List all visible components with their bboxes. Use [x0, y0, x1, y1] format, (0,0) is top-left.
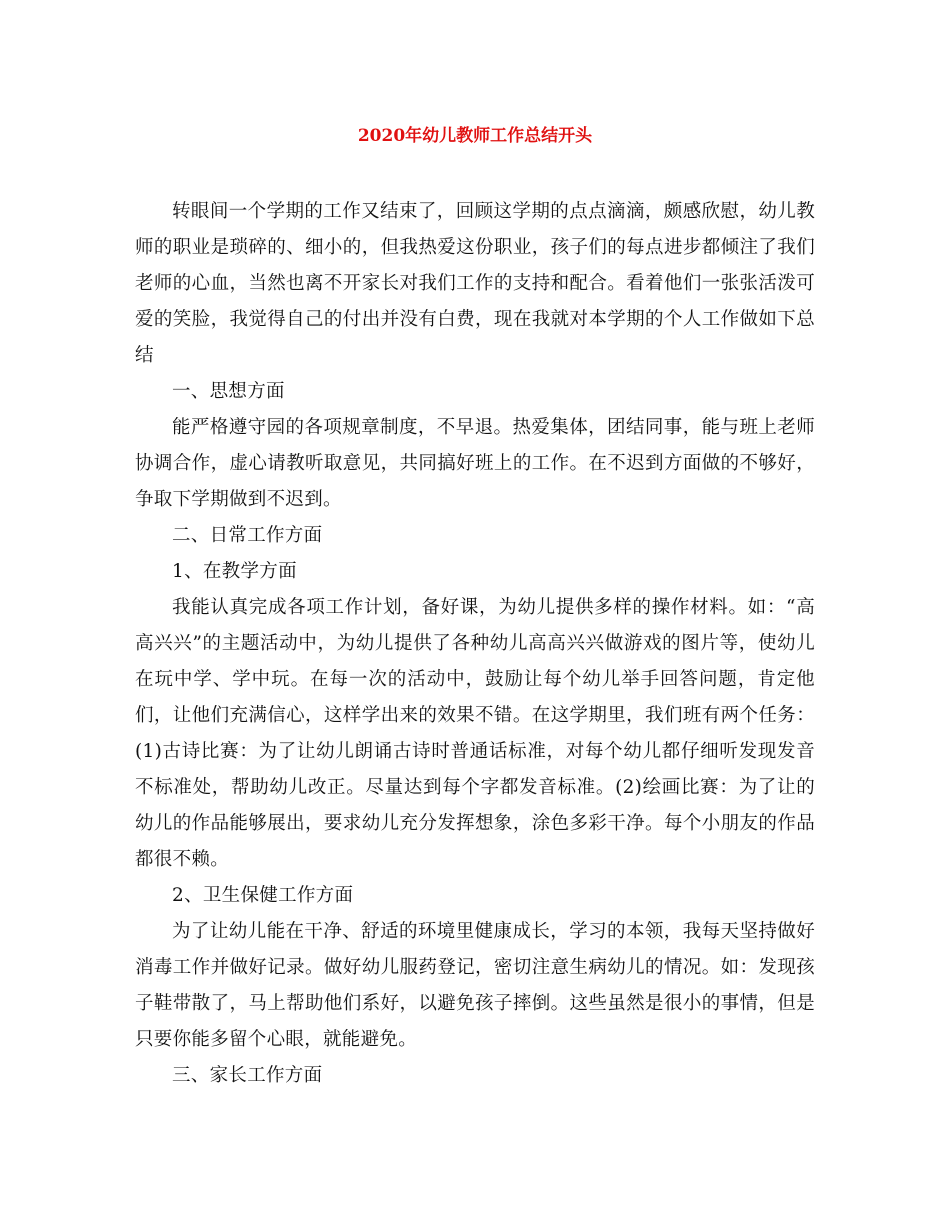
paragraph-health: 为了让幼儿能在干净、舒适的环境里健康成长，学习的本领，我每天坚持做好消毒工作并做好记录。做好幼儿服药登记，密切注意生病幼儿的情况。如：发现孩子鞋带散了，马上帮助他们系好，以避免孩子摔倒。这些虽然是很小的事情，但是只要你能多留个心眼，就能避免。	[135, 921, 815, 1050]
subheading-teaching: 1、在教学方面	[172, 561, 297, 582]
document-body	[135, 194, 815, 1094]
heading-parents: 三、家长工作方面	[172, 1065, 323, 1086]
paragraph-teaching: 我能认真完成各项工作计划，备好课，为幼儿提供多样的操作材料。如：“高高兴兴”的主题活动中，为幼儿提供了各种幼儿高高兴兴做游戏的图片等，使幼儿在玩中学、学中玩。在每一次的活动中，鼓励让每个幼儿举手回答问题，肯定他们，让他们充满信心，这样学出来的效果不错。在这学期里，我们班有两个任务：(1)古诗比赛：为了让幼儿朗诵古诗时普通话标准，对每个幼儿都仔细听发现发音不标准处，帮助幼儿改正。尽量达到每个字都发音标准。(2)绘画比赛：为了让的幼儿的作品能够展出，要求幼儿充分发挥想象，涂色多彩干净。每个小朋友的作品都很不赖。	[135, 597, 815, 870]
paragraph-intro: 转眼间一个学期的工作又结束了，回顾这学期的点点滴滴，颇感欣慰，幼儿教师的职业是琐碎的、细小的，但我热爱这份职业，孩子们的每点进步都倾注了我们老师的心血，当然也离不开家长对我们工作的支持和配合。看着他们一张张活泼可爱的笑脸，我觉得自己的付出并没有白费，现在我就对本学期的个人工作做如下总结	[135, 201, 815, 366]
subheading-health: 2、卫生保健工作方面	[172, 885, 354, 906]
document-title: 2020年幼儿教师工作总结开头	[357, 126, 593, 146]
heading-daily-work: 二、日常工作方面	[172, 525, 323, 546]
heading-thought: 一、思想方面	[172, 381, 285, 402]
paragraph-thought: 能严格遵守园的各项规章制度，不早退。热爱集体，团结同事，能与班上老师协调合作，虚心请教听取意见，共同搞好班上的工作。在不迟到方面做的不够好，争取下学期做到不迟到。	[135, 417, 815, 510]
